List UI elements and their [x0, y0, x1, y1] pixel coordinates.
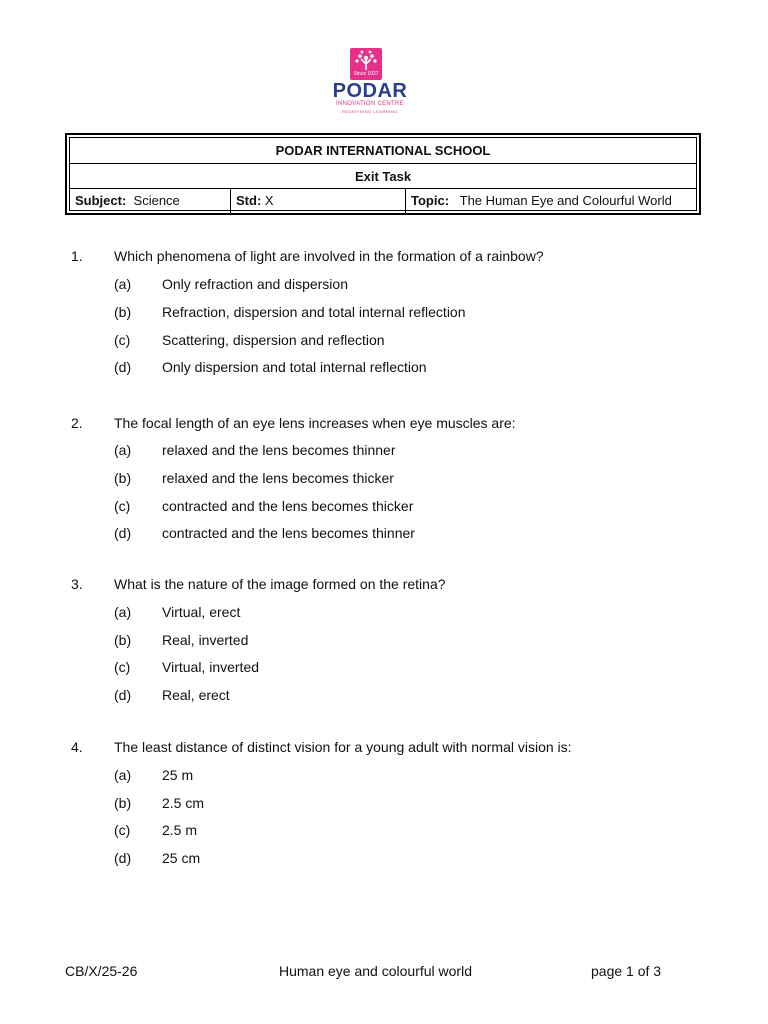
- option-label: (d): [114, 525, 132, 541]
- question-number: 1.: [71, 248, 83, 264]
- option-label: (d): [114, 687, 132, 703]
- option-text: 25 m: [162, 767, 194, 783]
- option-text: Virtual, erect: [162, 604, 241, 620]
- option-text: contracted and the lens becomes thicker: [162, 498, 414, 514]
- option-text: Only refraction and dispersion: [162, 276, 348, 292]
- option-text: Only dispersion and total internal reflection: [162, 359, 427, 375]
- option-label: (a): [114, 604, 132, 620]
- option-label: (b): [114, 795, 132, 811]
- question-text: Which phenomena of light are involved in the formation of a rainbow?: [114, 248, 544, 264]
- question-text: The least distance of distinct vision for a young adult with normal vision is:: [114, 739, 572, 755]
- question-number: 2.: [71, 415, 83, 431]
- option-label: (b): [114, 304, 132, 320]
- std-value: X: [264, 193, 274, 208]
- subject-value: Science: [133, 193, 180, 208]
- logo-since-text: Since 1927: [353, 71, 379, 77]
- std-cell: [231, 189, 406, 213]
- task-title: Exit Task: [70, 164, 696, 189]
- option-text: Virtual, inverted: [162, 659, 260, 675]
- topic-value: The Human Eye and Colourful World: [459, 193, 672, 208]
- option-text: relaxed and the lens becomes thicker: [162, 470, 394, 486]
- option-label: (a): [114, 276, 132, 292]
- footer-title: Human eye and colourful world: [279, 963, 472, 979]
- option-label: (d): [114, 359, 132, 375]
- subject-cell: [70, 189, 231, 213]
- option-text: Refraction, dispersion and total internal reflection: [162, 304, 466, 320]
- option-label: (a): [114, 442, 132, 458]
- footer-page-number: page 1 of 3: [591, 963, 662, 979]
- option-label: (c): [114, 659, 131, 675]
- option-text: 2.5 m: [162, 822, 198, 838]
- question-text: What is the nature of the image formed on the retina?: [114, 576, 446, 592]
- option-label: (d): [114, 850, 132, 866]
- option-text: 2.5 cm: [162, 795, 205, 811]
- question-text: The focal length of an eye lens increases when eye muscles are:: [114, 415, 516, 431]
- option-label: (c): [114, 498, 131, 514]
- logo-subtitle: INNOVATION CENTRE: [336, 101, 404, 107]
- option-label: (c): [114, 332, 131, 348]
- std-label: Std:: [236, 193, 262, 208]
- option-text: Real, erect: [162, 687, 230, 703]
- school-logo: [324, 46, 416, 122]
- option-text: relaxed and the lens becomes thinner: [162, 442, 396, 458]
- option-label: (b): [114, 470, 132, 486]
- topic-label: Topic:: [411, 193, 450, 208]
- footer-code: CB/X/25-26: [65, 963, 138, 979]
- topic-cell: [406, 189, 696, 213]
- option-label: (a): [114, 767, 132, 783]
- option-label: (b): [114, 632, 132, 648]
- school-name: PODAR INTERNATIONAL SCHOOL: [70, 138, 696, 164]
- logo-tagline: REDEFINING LEARNING: [342, 109, 398, 114]
- option-text: Scattering, dispersion and reflection: [162, 332, 385, 348]
- question-number: 3.: [71, 576, 83, 592]
- question-number: 4.: [71, 739, 83, 755]
- subject-label: Subject:: [75, 193, 127, 208]
- option-text: 25 cm: [162, 850, 201, 866]
- option-text: contracted and the lens becomes thinner: [162, 525, 415, 541]
- option-text: Real, inverted: [162, 632, 249, 648]
- header-table: [65, 133, 701, 215]
- header-info-row: [70, 189, 696, 213]
- logo-name: PODAR: [332, 80, 408, 102]
- option-label: (c): [114, 822, 131, 838]
